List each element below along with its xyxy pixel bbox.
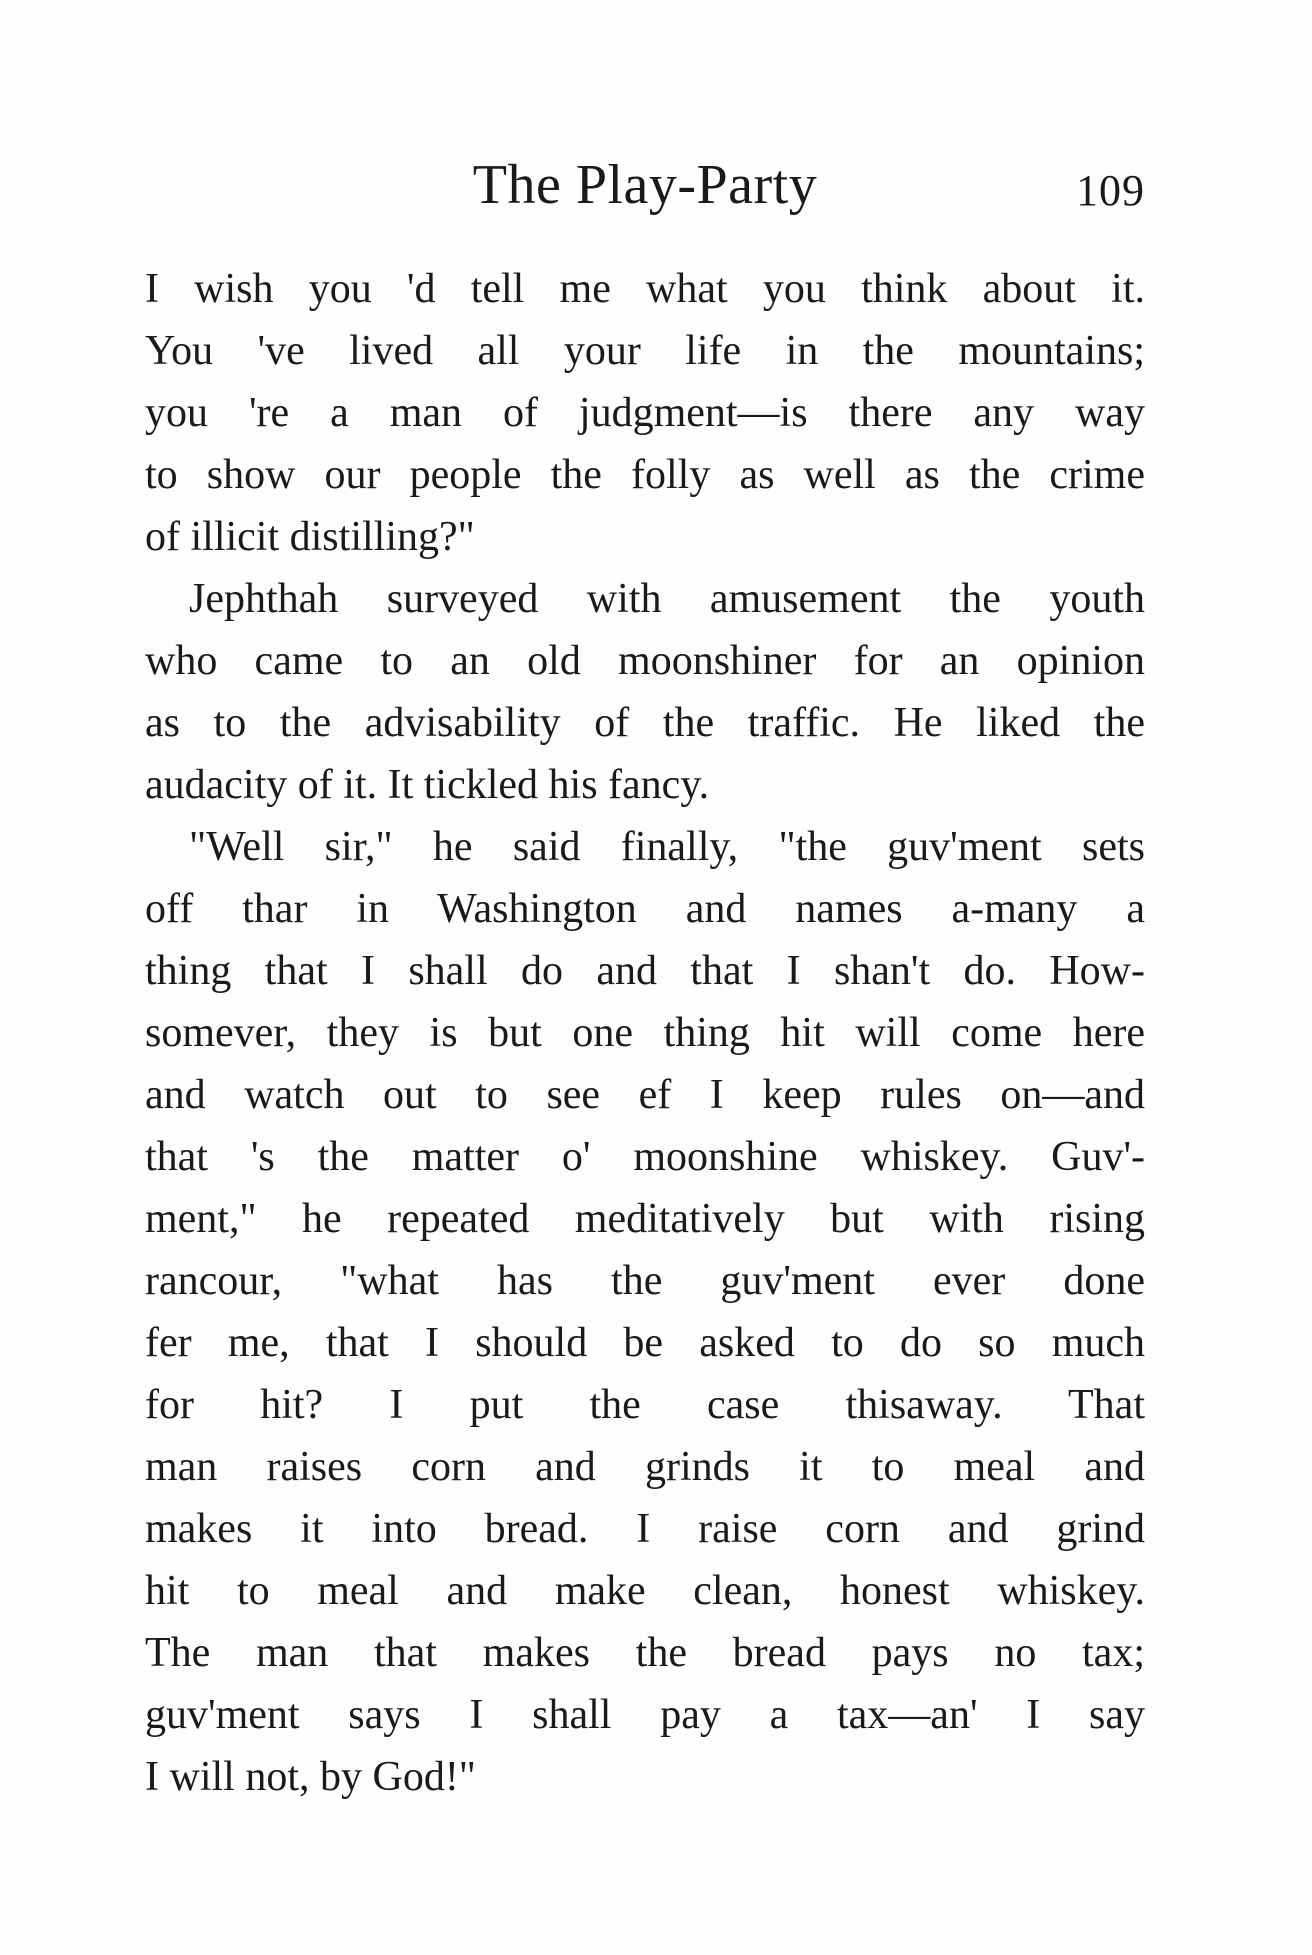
text-line: Jephthah surveyed with amusement the youth [189, 576, 1145, 622]
text-line: and watch out to see ef I keep rules on—and [145, 1072, 1145, 1118]
text-line: The man that makes the bread pays no tax; [145, 1630, 1145, 1676]
text-line: guv'ment says I shall pay a tax—an' I say [145, 1692, 1145, 1738]
text-line: as to the advisability of the traffic. He liked the [145, 700, 1145, 746]
text-line: that 's the matter o' moonshine whiskey. Guv'- [145, 1134, 1145, 1180]
running-head [145, 150, 1145, 220]
text-line: off thar in Washington and names a-many a [145, 886, 1145, 932]
text-line: man raises corn and grinds it to meal and [145, 1444, 1145, 1490]
text-line: hit to meal and make clean, honest whiskey. [145, 1568, 1145, 1614]
page-number: 109 [1076, 166, 1145, 215]
text-line: fer me, that I should be asked to do so much [145, 1320, 1145, 1366]
text-line: I will not, by God!" [145, 1754, 476, 1800]
text-line: ment," he repeated meditatively but with rising [145, 1196, 1145, 1242]
text-line: who came to an old moonshiner for an opinion [145, 638, 1145, 684]
text-line: of illicit distilling?" [145, 514, 475, 560]
text-line: for hit? I put the case thisaway. That [145, 1382, 1145, 1428]
text-line: to show our people the folly as well as the crime [145, 452, 1145, 498]
text-line: rancour, "what has the guv'ment ever done [145, 1258, 1145, 1304]
text-line: you 're a man of judgment—is there any way [145, 390, 1145, 436]
text-line: I wish you 'd tell me what you think about it. [145, 266, 1145, 312]
text-line: somever, they is but one thing hit will come here [145, 1010, 1145, 1056]
running-title: The Play-Party [472, 154, 818, 216]
text-line: makes it into bread. I raise corn and grind [145, 1506, 1145, 1552]
text-line: thing that I shall do and that I shan't do. How- [145, 948, 1145, 994]
body-text [145, 258, 1145, 1808]
text-line: You 've lived all your life in the mountains; [145, 328, 1145, 374]
text-line: audacity of it. It tickled his fancy. [145, 762, 710, 808]
text-line: "Well sir," he said finally, "the guv'ment sets [189, 824, 1145, 870]
